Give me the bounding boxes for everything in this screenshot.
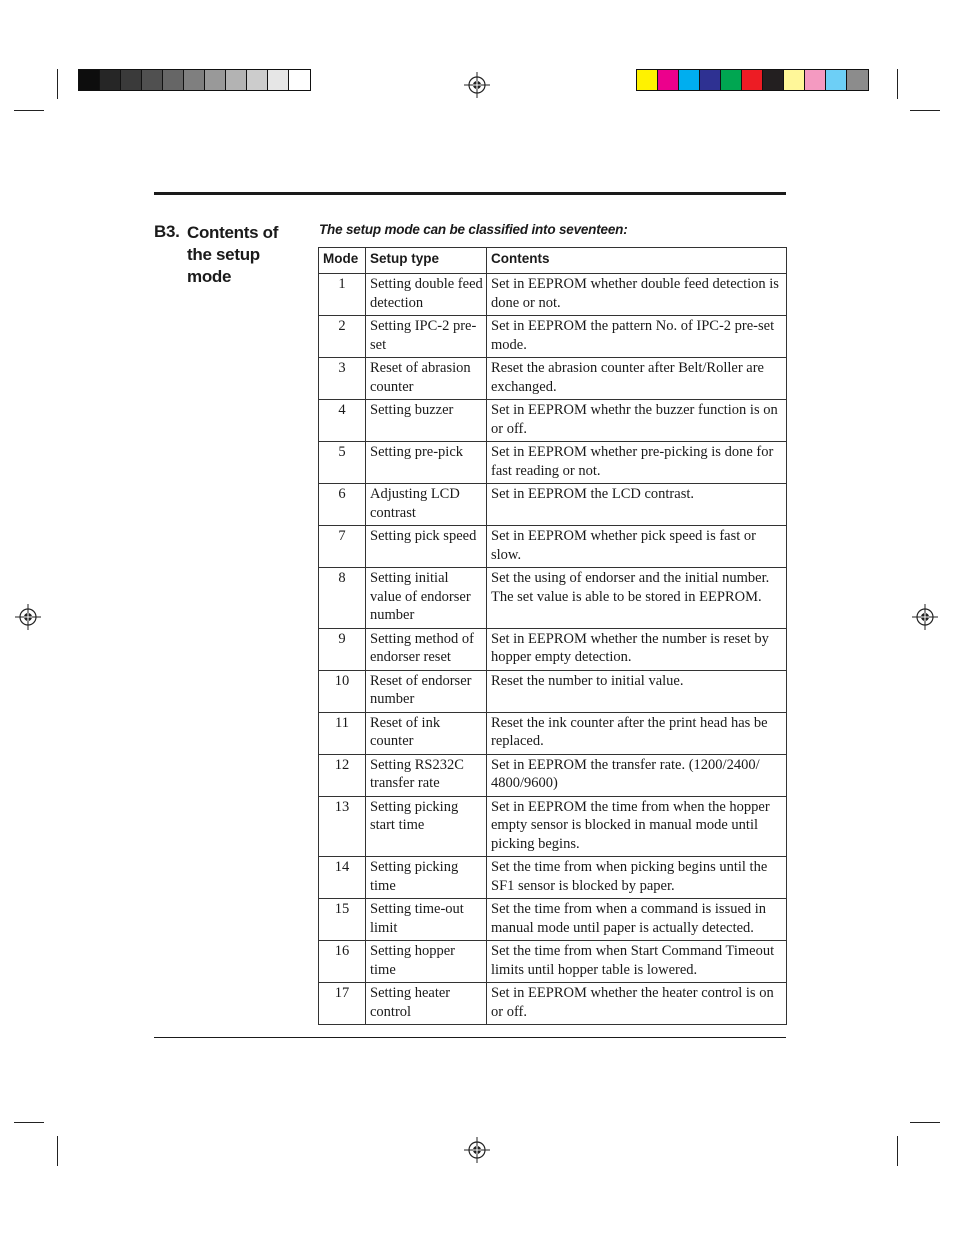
section-title: Contents of the setup mode: [187, 223, 279, 286]
contents-cell: Set in EEPROM whethr the buzzer function is on or off.: [487, 400, 787, 442]
contents-cell: Set the time from when Start Command Timeout limits until hopper table is lowered.: [487, 941, 787, 983]
grayscale-color-bar: [78, 69, 311, 91]
contents-cell: Set in EEPROM whether the number is reset by hopper empty detection.: [487, 628, 787, 670]
table-row: [319, 400, 787, 442]
mode-cell: 15: [319, 899, 366, 941]
table-row: [319, 754, 787, 796]
mode-cell: 3: [319, 358, 366, 400]
table-row: [319, 899, 787, 941]
table-row: [319, 568, 787, 629]
mode-cell: 8: [319, 568, 366, 629]
setup-type-cell: Setting buzzer: [366, 400, 487, 442]
contents-cell: Set in EEPROM whether double feed detection is done or not.: [487, 274, 787, 316]
setup-type-cell: Setting method of endorser reset: [366, 628, 487, 670]
contents-cell: Set in EEPROM the pattern No. of IPC-2 pre-set mode.: [487, 316, 787, 358]
contents-cell: Reset the abrasion counter after Belt/Roller are exchanged.: [487, 358, 787, 400]
table-row: [319, 670, 787, 712]
mode-cell: 13: [319, 796, 366, 857]
grayscale-swatch: [142, 70, 163, 90]
grayscale-swatch: [121, 70, 142, 90]
grayscale-swatch: [100, 70, 121, 90]
table-row: [319, 442, 787, 484]
process-color-swatch: [763, 70, 784, 90]
setup-type-cell: Setting heater control: [366, 983, 487, 1025]
setup-type-cell: Setting double feed detection: [366, 274, 487, 316]
mode-cell: 6: [319, 484, 366, 526]
process-color-swatch: [721, 70, 742, 90]
registration-mark-icon: [912, 604, 938, 630]
setup-type-cell: Reset of ink counter: [366, 712, 487, 754]
crop-mark: [897, 1136, 898, 1166]
mode-cell: 2: [319, 316, 366, 358]
table-row: [319, 526, 787, 568]
table-caption: The setup mode can be classified into seventeen:: [319, 222, 628, 237]
contents-cell: Set in EEPROM the transfer rate. (1200/2400/ 4800/9600): [487, 754, 787, 796]
grayscale-swatch: [226, 70, 247, 90]
process-color-swatch: [679, 70, 700, 90]
table-header-row: [319, 248, 787, 274]
setup-type-cell: Reset of endorser number: [366, 670, 487, 712]
table-row: [319, 628, 787, 670]
setup-type-cell: Setting picking start time: [366, 796, 487, 857]
setup-type-cell: Setting time-out limit: [366, 899, 487, 941]
table-row: [319, 983, 787, 1025]
crop-mark: [910, 110, 940, 111]
registration-mark-icon: [464, 1137, 490, 1163]
grayscale-swatch: [289, 70, 310, 90]
table-row: [319, 484, 787, 526]
crop-mark: [57, 69, 58, 99]
table-row: [319, 274, 787, 316]
crop-mark: [57, 1136, 58, 1166]
crop-mark: [14, 110, 44, 111]
mode-cell: 11: [319, 712, 366, 754]
process-color-swatch: [805, 70, 826, 90]
footer-rule: [154, 1037, 786, 1038]
contents-cell: Set in EEPROM whether pick speed is fast or slow.: [487, 526, 787, 568]
crop-mark: [897, 69, 898, 99]
contents-cell: Set in EEPROM whether the heater control is on or off.: [487, 983, 787, 1025]
contents-cell: Reset the ink counter after the print head has be replaced.: [487, 712, 787, 754]
setup-mode-table: [318, 247, 787, 1025]
header-rule: [154, 192, 786, 195]
table-row: [319, 358, 787, 400]
contents-cell: Set in EEPROM the time from when the hopper empty sensor is blocked in manual mode until picking begins.: [487, 796, 787, 857]
process-color-swatch: [742, 70, 763, 90]
mode-cell: 10: [319, 670, 366, 712]
table-row: [319, 316, 787, 358]
process-color-bar: [636, 69, 869, 91]
process-color-swatch: [658, 70, 679, 90]
table-row: [319, 796, 787, 857]
grayscale-swatch: [268, 70, 289, 90]
mode-cell: 5: [319, 442, 366, 484]
column-header-contents: Contents: [487, 248, 787, 274]
process-color-swatch: [784, 70, 805, 90]
setup-type-cell: Setting RS232C transfer rate: [366, 754, 487, 796]
setup-type-cell: Setting picking time: [366, 857, 487, 899]
table-row: [319, 857, 787, 899]
contents-cell: Set in EEPROM whether pre-picking is done for fast reading or not.: [487, 442, 787, 484]
contents-cell: Set in EEPROM the LCD contrast.: [487, 484, 787, 526]
setup-type-cell: Setting pick speed: [366, 526, 487, 568]
registration-mark-icon: [464, 72, 490, 98]
column-header-setup-type: Setup type: [366, 248, 487, 274]
mode-cell: 12: [319, 754, 366, 796]
contents-cell: Set the using of endorser and the initial number. The set value is able to be stored in EEPROM.: [487, 568, 787, 629]
table-row: [319, 941, 787, 983]
crop-mark: [910, 1122, 940, 1123]
contents-cell: Set the time from when a command is issued in manual mode until paper is actually detected.: [487, 899, 787, 941]
column-header-mode: Mode: [319, 248, 366, 274]
setup-type-cell: Setting hopper time: [366, 941, 487, 983]
process-color-swatch: [700, 70, 721, 90]
registration-mark-icon: [15, 604, 41, 630]
crop-mark: [14, 1122, 44, 1123]
mode-cell: 9: [319, 628, 366, 670]
setup-type-cell: Setting initial value of endorser number: [366, 568, 487, 629]
grayscale-swatch: [205, 70, 226, 90]
process-color-swatch: [847, 70, 868, 90]
grayscale-swatch: [163, 70, 184, 90]
contents-cell: Reset the number to initial value.: [487, 670, 787, 712]
mode-cell: 4: [319, 400, 366, 442]
mode-cell: 1: [319, 274, 366, 316]
mode-cell: 16: [319, 941, 366, 983]
contents-cell: Set the time from when picking begins until the SF1 sensor is blocked by paper.: [487, 857, 787, 899]
table-row: [319, 712, 787, 754]
mode-cell: 17: [319, 983, 366, 1025]
mode-cell: 7: [319, 526, 366, 568]
grayscale-swatch: [184, 70, 205, 90]
process-color-swatch: [637, 70, 658, 90]
setup-type-cell: Adjusting LCD contrast: [366, 484, 487, 526]
grayscale-swatch: [79, 70, 100, 90]
grayscale-swatch: [247, 70, 268, 90]
setup-type-cell: Setting IPC-2 pre-set: [366, 316, 487, 358]
process-color-swatch: [826, 70, 847, 90]
setup-type-cell: Setting pre-pick: [366, 442, 487, 484]
section-number: B3.: [154, 222, 180, 241]
mode-cell: 14: [319, 857, 366, 899]
setup-type-cell: Reset of abrasion counter: [366, 358, 487, 400]
